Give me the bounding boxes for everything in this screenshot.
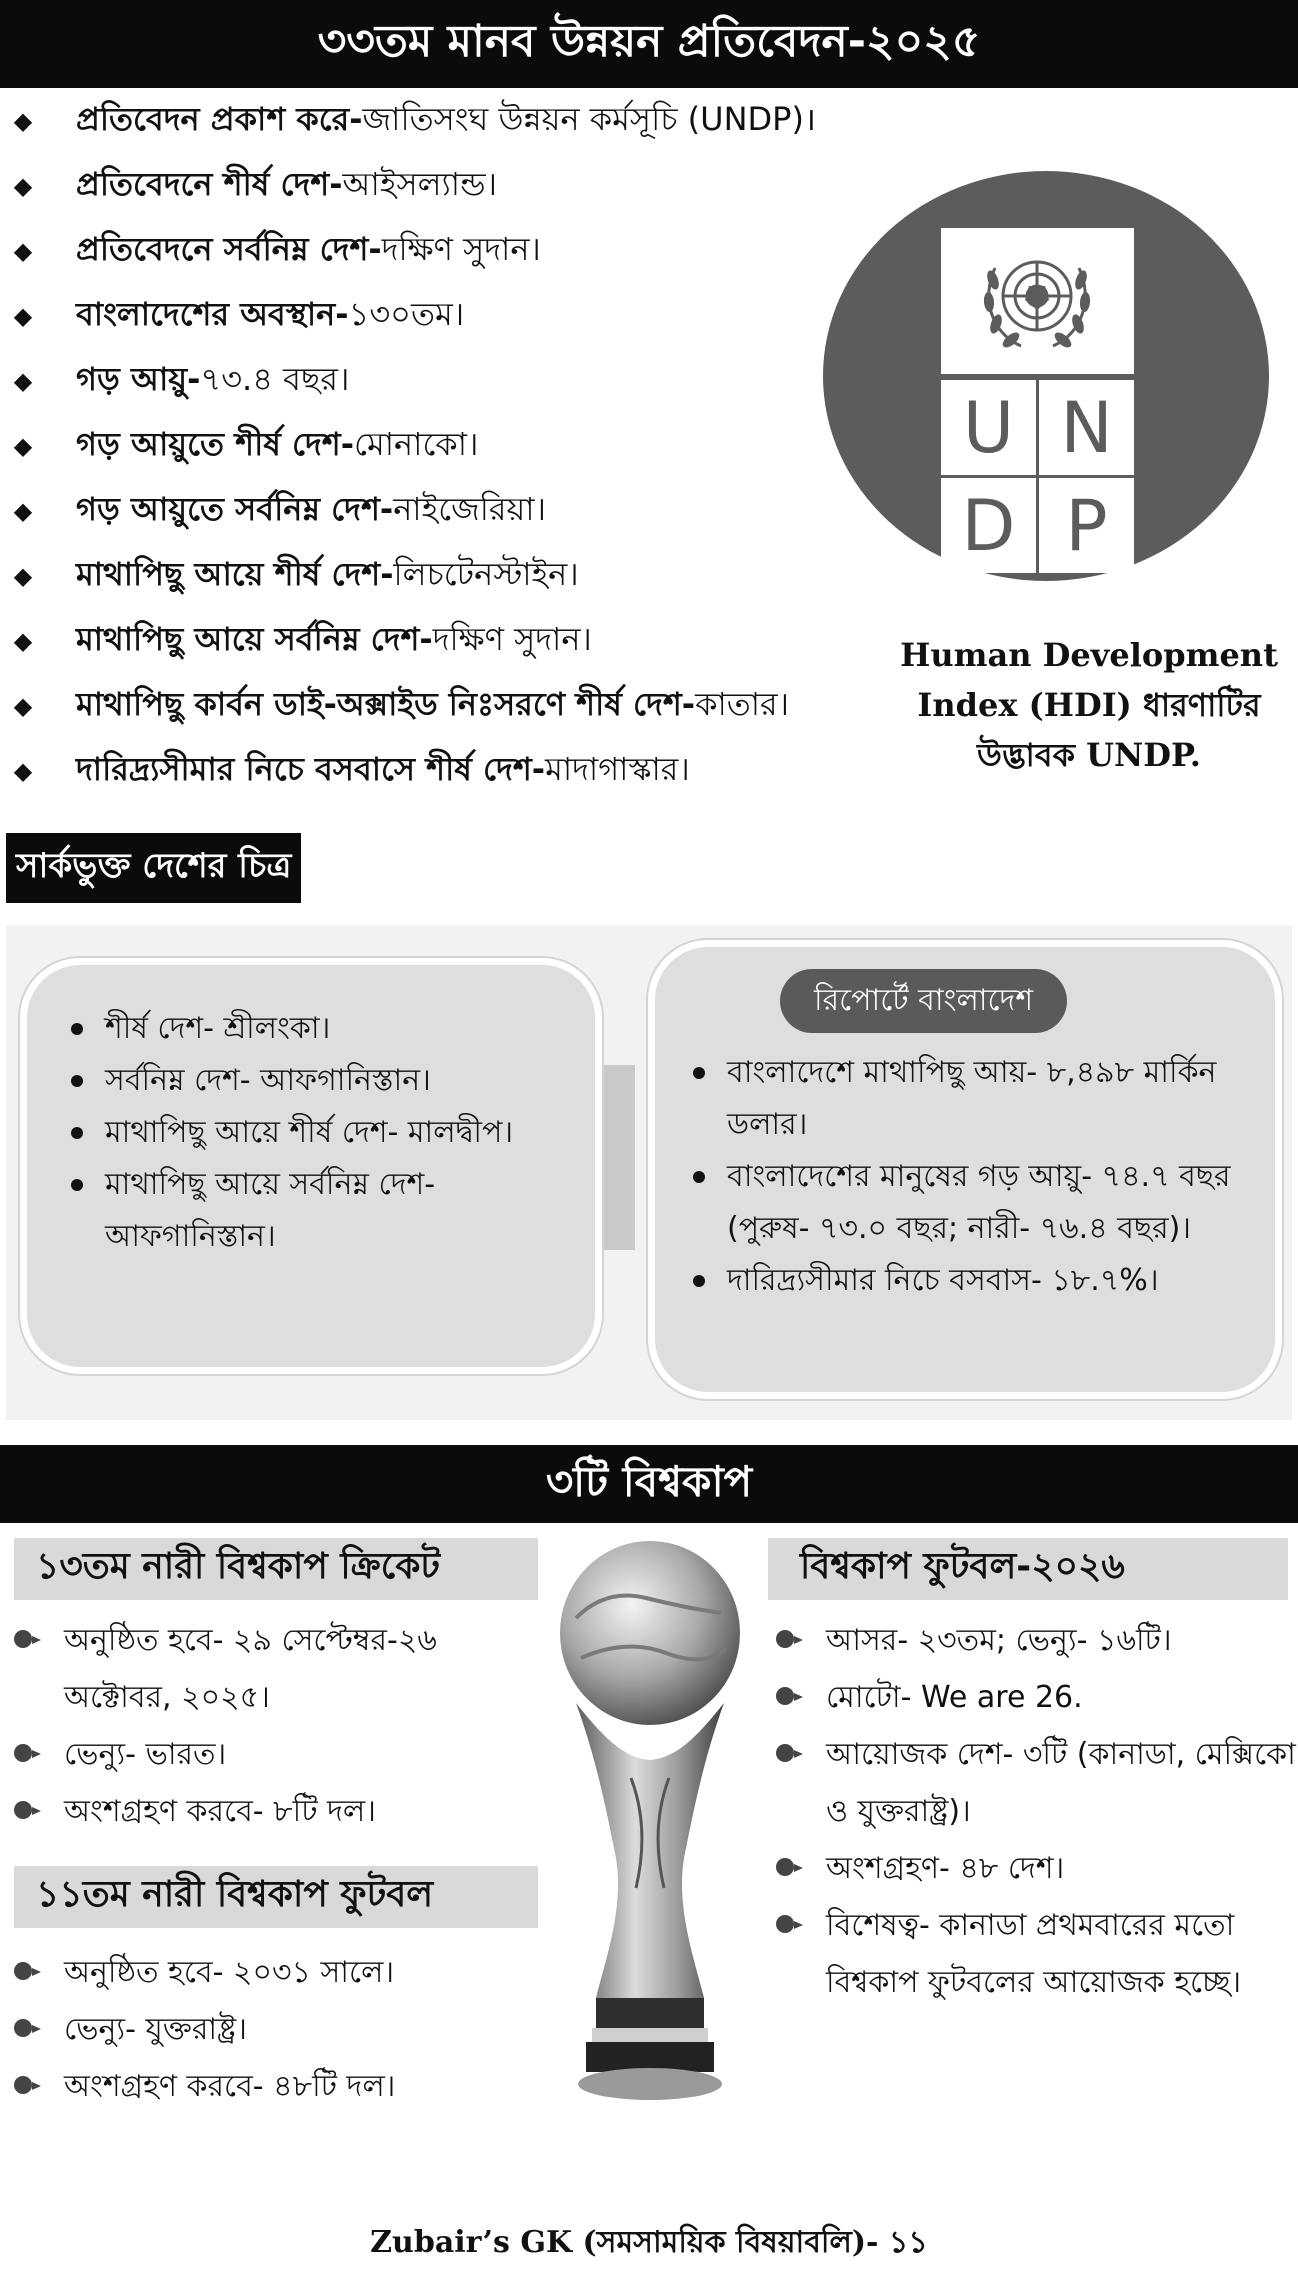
diamond-bullet-icon: ◆ bbox=[13, 236, 33, 265]
arrow-bullet-icon bbox=[14, 2076, 32, 2094]
fact-item: ◆ গড় আয়ু- ৭৩.৪ বছর। bbox=[13, 359, 350, 398]
arrow-bullet-icon bbox=[776, 1630, 794, 1648]
saarc-section-title: সার্কভুক্ত দেশের চিত্র bbox=[6, 833, 301, 903]
cricket-list bbox=[14, 1612, 534, 1840]
diamond-bullet-icon: ◆ bbox=[13, 431, 33, 460]
list-item: মাথাপিছু আয়ে শীর্ষ দেশ- মালদ্বীপ। bbox=[43, 1107, 583, 1159]
undp-letter: P bbox=[1039, 478, 1134, 573]
bangladesh-report-box bbox=[648, 940, 1282, 1399]
arrow-bullet-icon bbox=[776, 1858, 794, 1876]
bullet-dot-icon bbox=[71, 1075, 83, 1087]
undp-letter: U bbox=[941, 380, 1036, 475]
fact-item: ◆ গড় আয়ুতে শীর্ষ দেশ- মোনাকো। bbox=[13, 424, 479, 463]
arrow-bullet-icon bbox=[14, 1630, 32, 1648]
bullet-dot-icon bbox=[693, 1171, 705, 1183]
list-item: আয়োজক দেশ- ৩টি (কানাডা, মেক্সিকো ও যুক্তরাষ্ট্র)। bbox=[776, 1726, 1296, 1840]
hdi-note: Human Development Index (HDI) ধারণাটির উদ্ভাবক UNDP. bbox=[900, 636, 1278, 774]
list-item: অংশগ্রহণ করবে- ৪৮টি দল। bbox=[14, 2058, 534, 2115]
list-item: সর্বনিম্ন দেশ- আফগানিস্তান। bbox=[43, 1055, 583, 1107]
fact-item: ◆ প্রতিবেদনে শীর্ষ দেশ- আইসল্যান্ড। bbox=[13, 164, 498, 203]
women-football-heading: ১১তম নারী বিশ্বকাপ ফুটবল bbox=[14, 1866, 538, 1928]
list-item: বাংলাদেশের মানুষের গড় আয়ু- ৭৪.৭ বছর (পুরুষ- ৭৩.০ বছর; নারী- ৭৬.৪ বছর)। bbox=[665, 1151, 1270, 1255]
list-item: অনুষ্ঠিত হবে- ২৯ সেপ্টেম্বর-২৬ অক্টোবর, ২০২৫। bbox=[14, 1612, 534, 1726]
undp-letter: D bbox=[941, 478, 1036, 573]
arrow-bullet-icon bbox=[14, 1962, 32, 1980]
arrow-bullet-icon bbox=[776, 1915, 794, 1933]
bangladesh-report-list bbox=[665, 1047, 1270, 1307]
fact-item: ◆ মাথাপিছু আয়ে সর্বনিম্ন দেশ- দক্ষিণ সুদান। bbox=[13, 619, 592, 658]
fact-item: ◆ মাথাপিছু কার্বন ডাই-অক্সাইড নিঃসরণে শীর্ষ দেশ- কাতার। bbox=[13, 684, 790, 723]
bullet-dot-icon bbox=[693, 1067, 705, 1079]
list-item: অনুষ্ঠিত হবে- ২০৩১ সালে। bbox=[14, 1944, 534, 2001]
fact-item: ◆ বাংলাদেশের অবস্থান- ১৩০তম। bbox=[13, 294, 465, 333]
arrow-bullet-icon bbox=[776, 1744, 794, 1762]
report-heading: রিপোর্টে বাংলাদেশ bbox=[780, 969, 1067, 1033]
bullet-dot-icon bbox=[71, 1127, 83, 1139]
list-item: বিশেষত্ব- কানাডা প্রথমবারের মতো বিশ্বকাপ ফুটবলের আয়োজক হচ্ছে। bbox=[776, 1897, 1296, 2011]
bullet-dot-icon bbox=[71, 1023, 83, 1035]
football-2026-list bbox=[776, 1612, 1296, 2011]
list-item: দারিদ্র্যসীমার নিচে বসবাস- ১৮.৭%। bbox=[665, 1255, 1270, 1307]
fact-item: ◆ গড় আয়ুতে সর্বনিম্ন দেশ- নাইজেরিয়া। bbox=[13, 489, 547, 528]
saarc-facts-list bbox=[43, 1003, 583, 1263]
saarc-facts-box bbox=[20, 958, 602, 1374]
diamond-bullet-icon: ◆ bbox=[13, 366, 33, 395]
list-item: বাংলাদেশে মাথাপিছু আয়- ৮,৪৯৮ মার্কিন ডলার। bbox=[665, 1047, 1270, 1151]
diamond-bullet-icon: ◆ bbox=[13, 301, 33, 330]
football-2026-heading: বিশ্বকাপ ফুটবল-২০২৬ bbox=[768, 1538, 1288, 1600]
page-footer: Zubair’s GK (সমসাময়িক বিষয়াবলি)- ১১ bbox=[370, 2225, 928, 2260]
list-item: মাথাপিছু আয়ে সর্বনিম্ন দেশ- আফগানিস্তান। bbox=[43, 1159, 583, 1263]
list-item: শীর্ষ দেশ- শ্রীলংকা। bbox=[43, 1003, 583, 1055]
world-cup-trophy-icon bbox=[536, 1528, 764, 2122]
list-item: মোটো- We are 26. bbox=[776, 1669, 1296, 1726]
list-item: ভেন্যু- ভারত। bbox=[14, 1726, 534, 1783]
arrow-bullet-icon bbox=[776, 1687, 794, 1705]
worldcups-title: ৩টি বিশ্বকাপ bbox=[0, 1445, 1298, 1523]
fact-item: ◆ দারিদ্র্যসীমার নিচে বসবাসে শীর্ষ দেশ- মাদাগাস্কার। bbox=[13, 749, 690, 788]
diamond-bullet-icon: ◆ bbox=[13, 626, 33, 655]
list-item: অংশগ্রহণ- ৪৮ দেশ। bbox=[776, 1840, 1296, 1897]
diamond-bullet-icon: ◆ bbox=[13, 691, 33, 720]
bullet-dot-icon bbox=[71, 1179, 83, 1191]
bullet-dot-icon bbox=[693, 1275, 705, 1287]
diamond-bullet-icon: ◆ bbox=[13, 496, 33, 525]
diamond-bullet-icon: ◆ bbox=[13, 561, 33, 590]
diamond-bullet-icon: ◆ bbox=[13, 171, 33, 200]
cricket-heading: ১৩তম নারী বিশ্বকাপ ক্রিকেট bbox=[14, 1538, 538, 1600]
fact-item: ◆ প্রতিবেদন প্রকাশ করে- জাতিসংঘ উন্নয়ন কর্মসূচি (UNDP)। bbox=[13, 99, 817, 138]
hdr-facts-list bbox=[8, 88, 888, 803]
un-emblem-panel bbox=[941, 228, 1134, 374]
un-emblem-icon bbox=[941, 228, 1134, 374]
page-title: ৩৩তম মানব উন্নয়ন প্রতিবেদন-২০২৫ bbox=[0, 0, 1298, 88]
fact-item: ◆ প্রতিবেদনে সর্বনিম্ন দেশ- দক্ষিণ সুদান। bbox=[13, 229, 541, 268]
list-item: ভেন্যু- যুক্তরাষ্ট্র। bbox=[14, 2001, 534, 2058]
diamond-bullet-icon: ◆ bbox=[13, 106, 33, 135]
diamond-bullet-icon: ◆ bbox=[13, 756, 33, 785]
list-item: অংশগ্রহণ করবে- ৮টি দল। bbox=[14, 1783, 534, 1840]
undp-letter-grid bbox=[941, 380, 1134, 573]
undp-letter: N bbox=[1039, 380, 1134, 475]
list-item: আসর- ২৩তম; ভেন্যু- ১৬টি। bbox=[776, 1612, 1296, 1669]
arrow-bullet-icon bbox=[14, 2019, 32, 2037]
women-football-list bbox=[14, 1944, 534, 2115]
arrow-bullet-icon bbox=[14, 1744, 32, 1762]
arrow-bullet-icon bbox=[14, 1801, 32, 1819]
fact-item: ◆ মাথাপিছু আয়ে শীর্ষ দেশ- লিচটেনস্টাইন। bbox=[13, 554, 579, 593]
